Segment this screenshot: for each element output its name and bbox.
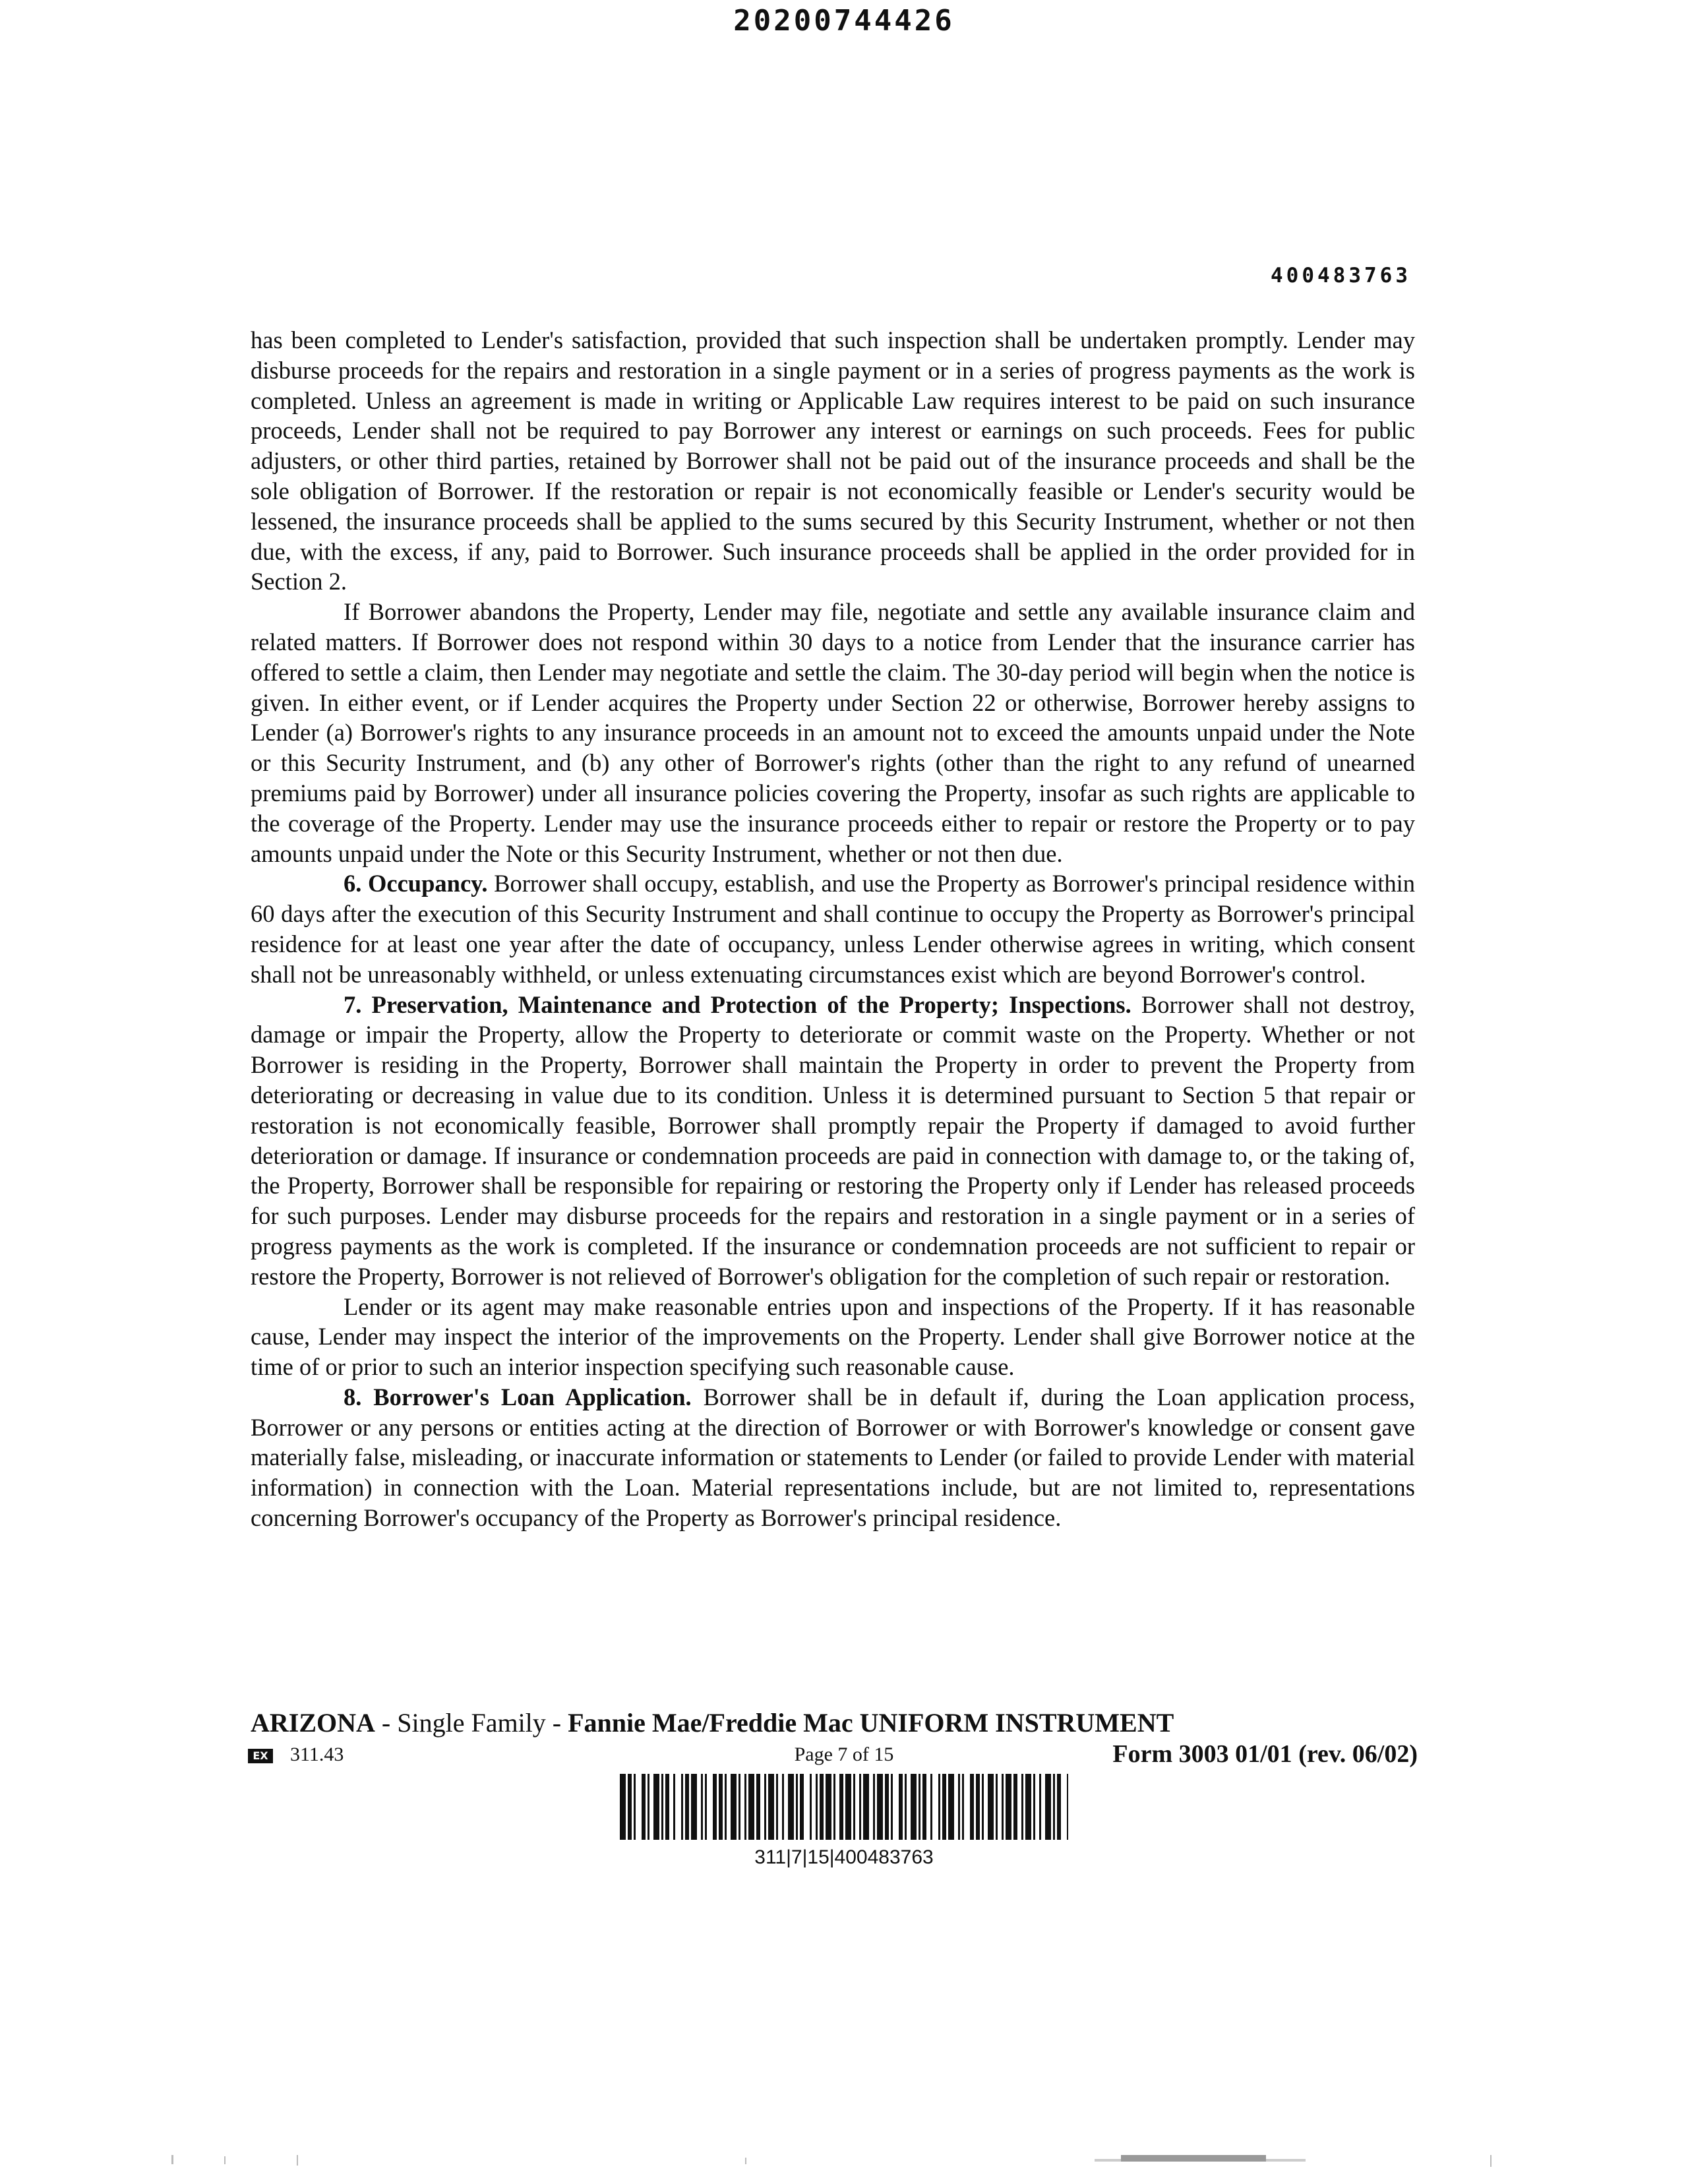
section-heading: 6. Occupancy. [344, 870, 488, 897]
form-instrument: Fannie Mae/Freddie Mac UNIFORM INSTRUMENT [568, 1708, 1174, 1738]
paragraph-inspections: Lender or its agent may make reasonable entries upon and inspections of the Property. If it has reasonable cause, Lender may inspect the interior of the improvements on the Property. Lender shall give Borrower notice at the time of or prior to such an interior inspection specifying such reasonable cause. [251, 1292, 1415, 1381]
paragraph-abandonment: If Borrower abandons the Property, Lender may file, negotiate and settle any available insurance claim and related matters. If Borrower does not respond within 30 days to a notice from Lender that the insurance carrier has offered to settle a claim, then Lender may negotiate and settle the claim. The 30-day period will begin when the notice is given. In either event, or if Lender acquires the Property under Section 22 or otherwise, Borrower hereby assigns to Lender (a) Borrower's rights to any insurance proceeds in an amount not to exceed the amounts unpaid under the Note or this Security Instrument, and (b) any other of Borrower's rights (other than the right to any refund of unearned premiums paid by Borrower) under all insurance policies covering the Property, insofar as such rights are applicable to the coverage of the Property. Lender may use the insurance proceeds either to repair or restore the Property or to pay amounts unpaid under the Note or this Security Instrument, whether or not then due. [251, 598, 1415, 867]
form-number: Form 3003 01/01 (rev. 06/02) [1112, 1740, 1418, 1768]
page-indicator: Page 7 of 15 [794, 1744, 894, 1765]
form-type: - Single Family - [375, 1708, 568, 1738]
form-title [251, 1708, 1174, 1738]
section-loan-application [251, 1382, 1415, 1533]
paragraph-insurance-proceeds: has been completed to Lender's satisfaction, provided that such inspection shall be undertaken promptly. Lender may disburse proceeds for the repairs and restoration in a single payment or in a series of progress payments as the work is completed. Unless an agreement is made in writing or Applicable Law requires interest to be paid on such insurance proceeds, Lender shall not be required to pay Borrower any interest or earnings on such proceeds. Fees for public adjusters, or other third parties, retained by Borrower shall not be paid out of the insurance proceeds and shall be the sole obligation of Borrower. If the restoration or repair is not economically feasible or Lender's security would be lessened, the insurance proceeds shall be applied to the sums secured by this Security Instrument, whether or not then due, with the excess, if any, paid to Borrower. Such insurance proceeds shall be applied in the order provided for in Section 2. [251, 326, 1415, 595]
loan-number: 400483763 [1271, 264, 1411, 288]
section-preservation [251, 990, 1415, 1292]
section-occupancy [251, 868, 1415, 989]
recording-number: 20200744426 [733, 4, 955, 38]
form-state: ARIZONA [251, 1708, 375, 1738]
scan-edge-artifact [0, 2151, 1688, 2171]
form-code: 311.43 [290, 1744, 344, 1765]
barcode-text: 311|7|15|400483763 [754, 1846, 934, 1868]
section-text: Borrower shall occupy, establish, and use the Property as Borrower's principal residence within 60 days after the execution of this Security Instrument and shall continue to occupy the Property as Borrower's principal residence for at least one year after the date of occupancy, unless Lender otherwise agrees in writing, which consent shall not be unreasonably withheld, or unless extenuating circumstances exist which are beyond Borrower's control. [251, 870, 1415, 988]
barcode-icon [620, 1774, 1068, 1840]
vendor-logo-icon: EX [248, 1749, 273, 1763]
document-body [251, 325, 1415, 1533]
section-heading: 8. Borrower's Loan Application. [344, 1383, 692, 1410]
section-text: Borrower shall be in default if, during the Loan application process, Borrower or any persons or entities acting at the direction of Borrower or with Borrower's knowledge or consent gave materially false, misleading, or inaccurate information or statements to Lender (or failed to provide Lender with material information) in connection with the Loan. Material representations include, but are not limited to, representations concerning Borrower's occupancy of the Property as Borrower's principal residence. [251, 1383, 1416, 1532]
section-text: Borrower shall not destroy, damage or impair the Property, allow the Property to deteriorate or commit waste on the Property. Whether or not Borrower is residing in the Property, Borrower shall maintain the Property in order to prevent the Property from deteriorating or decreasing in value due to its condition. Unless it is determined pursuant to Section 5 that repair or restoration is not economically feasible, Borrower shall promptly repair the Property if damaged to avoid further deterioration or damage. If insurance or condemnation proceeds are paid in connection with damage to, or the taking of, the Property, Borrower shall be responsible for repairing or restoring the Property only if Lender has released proceeds for such purposes. Lender may disburse proceeds for the repairs and restoration in a single payment or in a series of progress payments as the work is completed. If the insurance or condemnation proceeds are not sufficient to repair or restore the Property, Borrower is not relieved of Borrower's obligation for the completion of such repair or restoration. [251, 990, 1415, 1290]
section-heading: 7. Preservation, Maintenance and Protection of the Property; Inspections. [344, 990, 1131, 1018]
